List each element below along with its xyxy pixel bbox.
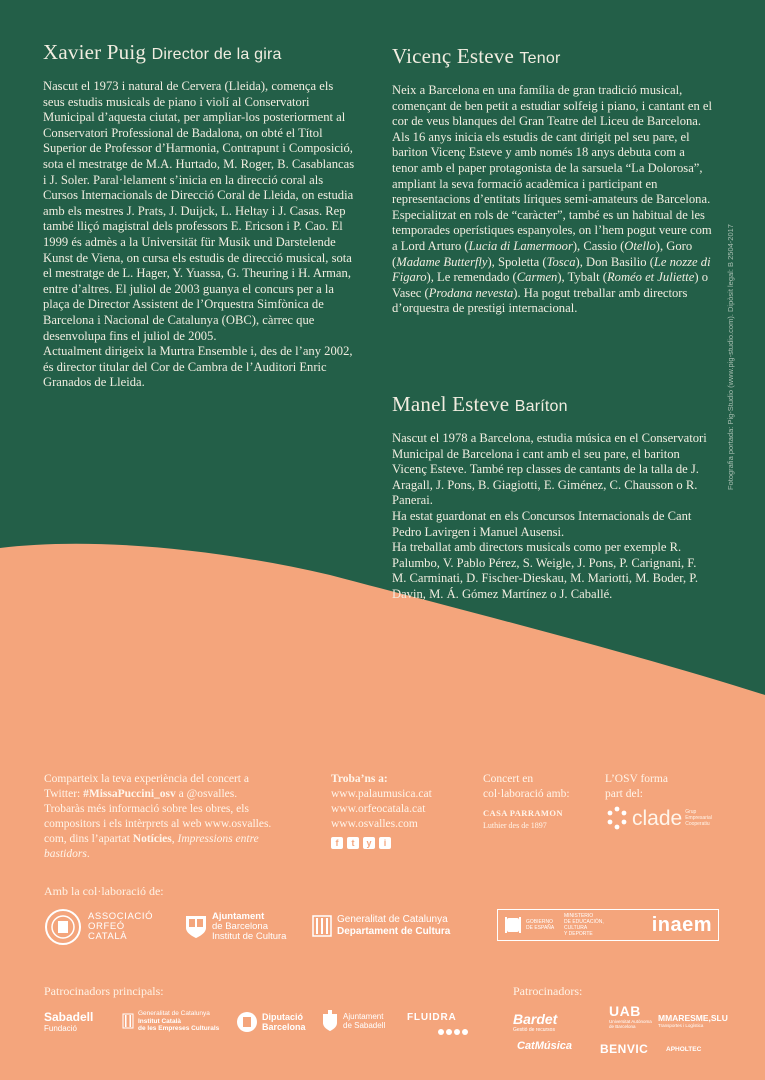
footer-osv-clade [605,772,725,830]
bio-xavier-puig [43,40,355,391]
bio-text-fragment: ), Don Basilio ( [575,254,654,269]
share-text: , [171,833,178,845]
logo-text: Transportes i Logística [658,1023,704,1028]
osv-line: part del: [605,788,643,800]
bio-name: Xavier Puig [43,40,147,64]
logo-text: Gestió de recursos [513,1027,555,1033]
bio-heading [392,392,712,417]
logo-text: UAB [609,1003,641,1019]
logo-text: Institut Català [138,1017,181,1025]
bio-text-fragment: ), Cassio ( [572,238,625,253]
bio-paragraph: Ha treballat amb directors musicals como per exemple R. Palumbo, V. Pablo Pérez, S. Weigle, J. Pons, P. Carignani, F. M. Carminati, D. Fischer-Dieskau, M. Mariotti, M. Boder, P. Davin, M. Á. Gómez Martínez o J. Caballé. [392,540,699,601]
logo-text: Universitat Autònoma [609,1019,652,1024]
sabadell-shield-icon [322,1010,338,1032]
bio-paragraph: Ha estat guardonat en els Concursos Internacionals de Cant Pedro Lavirgen i Manuel Ausensi. [392,508,692,539]
logo-ajuntament-barcelona [185,912,286,942]
opera-title: Madame Butterfly [396,254,488,269]
facebook-icon[interactable]: f [331,837,343,849]
logo-text: FLUIDRA [407,1012,457,1023]
web-link[interactable]: www.orfeocatala.cat [331,803,426,815]
osv-line: L’OSV forma [605,773,668,785]
opera-title: Le nozze di Figaro [392,254,711,285]
opera-title: Roméo et Juliette [606,270,695,285]
logo-text: Y DEPORTE [564,931,593,937]
share-line [44,787,309,802]
logo-text: DE EDUCACIÓN, CULTURA [564,919,604,931]
bio-text-fragment: ) o Vasec ( [392,270,709,300]
opera-title: Prodana nevesta [428,285,514,300]
logo-bardet [513,1011,557,1033]
bio-paragraph: Nascut el 1973 i natural de Cervera (Lleida), comença els seus estudis musicals de piano i violí al Conservatori Municipal d’aquesta ciutat, per ampliar-los posteriorment al Conservatori Professional de Badalona, on obté el Títol Superior de Professor d’Harmonia, Contrapunt i Composició, sota el mestratge de M.A. Hurtado, M. Roger, B. Casablancas i J. Soler. Paral·lelament s’inicia en la direcció coral als Cursos Internacionals de Direcció Coral de Lleida, on estudia amb els mestres J. Prats, J. Duijck, L. Heltay i J. Casas. Rep també lliçó magistral dels professors E. Ericson i P. Cao. El 1999 és admès a la Universität für Musik und Darstelende Kunst de Viena, on cursa els estudis de direcció musical, sota el mestratge de L. Hager, Y. Yuassa, G. Theuring i H. Arman, entre d’altres. El juliol de 2003 guanya el concurs per a la plaça de Director Assistent de l’Orquestra Simfònica de Barcelona i Nacional de Catalunya (OBC), càrrec que desenvolupa fins el juliol de 2005. [43,79,355,343]
opera-title: Tosca [546,254,576,269]
logo-text: Departament de Cultura [337,926,451,937]
share-text: Twitter: [44,788,84,800]
share-line: compositors i els intèrprets al web www.osvalles. [44,818,272,830]
logo-text: Barcelona [262,1022,306,1032]
logo-text: de Barcelona [212,921,268,932]
logo-mmaresme [658,1013,728,1028]
opera-title: Otello [624,238,656,253]
orfeo-seal-icon [44,908,82,946]
logo-text: DE ESPAÑA [526,925,555,931]
logo-text: de les Empreses Culturals [138,1025,220,1032]
logo-text: Sabadell [44,1010,94,1024]
footer-share [44,772,309,862]
bio-paragraph-roles [392,208,712,317]
logo-text: ORFEÓ [88,921,125,932]
footer-concert-partner [483,772,598,830]
share-line: Comparteix la teva experiència del concert a [44,773,249,785]
instagram-icon[interactable]: i [379,837,391,849]
logo-uab [609,1003,652,1029]
clade-dots-icon [605,806,629,830]
footer-find-us [331,772,471,851]
concert-line: Concert en [483,773,534,785]
clade-sub: Grup Empresarial Cooperatiu [685,809,712,827]
concert-line: col·laboració amb: [483,788,570,800]
bio-paragraph: Neix a Barcelona en una família de gran tradició musical, començant de ben petit a estudiar solfeig i piano, i cantant en el cor de veus blanques del Gran Teatre del Liceu de Barcelona. Als 16 anys inicia els estudis de cant dirigit pel seu pare, el barìton Vicenç Esteve y amb només 18 anys debuta com a tenor amb el paper protagonista de la sarsuela “La Dolorosa”, ampliant la seva formació acadèmica i participant en representacions d’entitats líriques semi-amateurs de Barcelona. [392,83,712,207]
bio-vicenc-esteve [392,44,712,317]
noticies-link[interactable]: Notícies [132,833,172,845]
bio-manel-esteve [392,392,712,603]
opera-title: Carmen [516,270,558,285]
bastidors-text: bastidors [44,848,87,860]
logo-text: de Barcelona [609,1024,636,1029]
logo-sabadell [44,1010,93,1033]
bio-text-fragment: ). Ha pogut treballar amb directors d’orquestra de prestigi internacional. [392,285,688,316]
logo-text: Ajuntament [212,911,265,922]
bio-text-fragment: ), Spoletta ( [487,254,547,269]
logo-diputacio-barcelona [236,1011,306,1033]
logo-text: de Sabadell [343,1021,386,1030]
collab-label: Amb la col·laboració de: [44,884,164,898]
clade-word: clade [632,806,683,830]
share-text: a @osvalles. [175,788,238,800]
logo-text: Bardet [513,1011,558,1027]
logo-orfeo-catala [44,908,153,946]
bio-role: Tenor [519,50,561,67]
share-line [44,847,309,862]
logo-text: MINISTERIO [564,913,594,919]
bio-name: Vicenç Esteve [392,44,515,68]
partner-name: CASA PARRAMON [483,808,563,818]
logo-text: GOBIERNO [526,919,553,925]
logo-icec [122,1010,219,1033]
bio-paragraph: Nascut el 1978 a Barcelona, estudia música en el Conservatori Municipal de Barcelona i cant amb el seu pare, el bariton Vicenç Esteve. També rep classes de cantants de la talla de J. Aragall, J. Pons, B. Giagiotti, E. Giménez, C. Chausson o R. Panerai. [392,431,707,508]
find-title: Troba’ns a: [331,773,388,785]
bio-paragraph: Actualment dirigeix la Murtra Ensemble i, des de l’any 2002, és director titular del Cor de Cambra de l’Auditori Enric Granados de Lleida. [43,344,353,390]
generalitat-small-icon [122,1013,134,1029]
logo-ministerio-inaem [497,909,719,941]
bio-role: Director de la gira [151,46,282,63]
hashtag[interactable]: #MissaPuccini_osv [83,788,176,800]
bio-name: Manel Esteve [392,392,510,416]
sponsors-label: Patrocinadors: [513,984,583,998]
logo-text: Institut de Cultura [212,931,287,942]
logo-text: ASSOCIACIÓ [88,911,154,922]
web-link[interactable]: www.palaumusica.cat [331,788,432,800]
logo-text: BENVIC [600,1042,649,1056]
logo-text: Generalitat de Catalunya [138,1010,210,1017]
web-link[interactable]: www.osvalles.com [331,818,418,830]
bio-text-fragment: Especialitzat en rols de “caràcter”, també es un habitual de les temporades operístiques espanyoles, on l’hem pogut veure com a Lord Arturo ( [392,207,712,253]
share-text: . [86,848,90,860]
logo-text: APHOLTEC [666,1046,702,1053]
partner-sub: Luthier des de 1897 [483,821,547,830]
bio-heading [43,40,355,65]
share-text: com, dins l’apartat [44,833,133,845]
logo-text: Diputació [262,1012,304,1022]
logo-apholtec [666,1046,701,1053]
youtube-icon[interactable]: y [363,837,375,849]
diputacio-circle-icon [236,1011,258,1033]
logo-fluidra [407,1012,471,1041]
logo-benvic [600,1042,648,1056]
clade-logo [605,806,725,830]
logo-text: CatMúsica [517,1040,573,1052]
logo-catmusica [517,1040,572,1052]
logo-generalitat-cultura [312,914,450,938]
logo-text: Fundació [44,1024,77,1033]
logo-text: Generalitat de Catalunya [337,914,448,925]
main-sponsors-label: Patrocinadors principals: [44,984,164,998]
bio-text-fragment: ), Le remendado ( [426,270,517,285]
photo-credit-vertical: Fotografia portada: Pig-Studio (www.pig-studio.com). Dipòsit legal: B 2504-2017 [726,224,735,490]
inaem-logo: inaem [651,913,712,936]
logo-text: CATALÀ [88,931,128,942]
barcelona-shield-icon [185,915,207,939]
impressions-link[interactable]: Impressions entre [177,833,259,845]
twitter-icon[interactable]: t [347,837,359,849]
bio-role: Baríton [514,398,568,415]
share-line: Trobaràs més informació sobre les obres, els [44,803,249,815]
social-icons [331,836,471,851]
logo-ajuntament-sabadell [322,1010,385,1032]
logo-text: Ajuntament [343,1012,384,1021]
logo-text: MMARESME,SLU [658,1013,728,1023]
generalitat-stripes-icon [312,915,332,937]
spain-coat-icon [504,914,522,936]
bio-text-fragment: ), Tybalt ( [557,270,607,285]
fluidra-dots-icon [407,1028,471,1036]
bio-text-fragment: ), Goro ( [392,238,693,269]
opera-title: Lucia di Lamermoor [468,238,573,253]
share-line [44,832,309,847]
bio-heading [392,44,712,69]
